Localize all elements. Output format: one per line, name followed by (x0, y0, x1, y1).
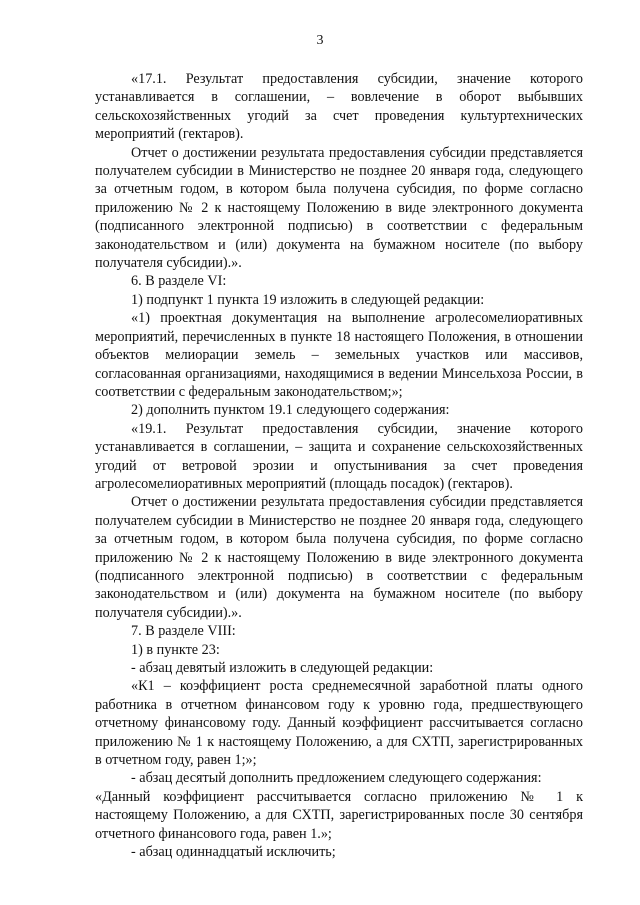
paragraph-subclause-19: 1) подпункт 1 пункта 19 изложить в следующей редакции: (131, 291, 485, 308)
paragraph-17-1-result: «17.1. Результат предоставления субсидии, значение которого устанавливается в соглашении, – вовлечение в оборот выбывших сельскохозяйственных угодий за счет проведения культуртехнических мероприятий (гектаров). (95, 71, 583, 143)
paragraph-k1-coefficient: «К1 – коэффициент роста среднемесячной заработной платы одного работника в отчетном финансовом году к уровню года, предшествующего отчетному финансовому году. Данный коэффициент рассчитывается согласно приложению № 1 к настоящему Положению, а для СХТП, зарегистрированных в отчетном году, равен 1;»; (95, 678, 583, 769)
paragraph-section-viii: 7. В разделе VIII: (131, 623, 236, 640)
paragraph-report-2: Отчет о достижении результата предоставления субсидии представляется получателем субсидии в Министерство не позднее 20 января года, следующего за отчетным годом, в котором была получена субсидия, по форме согласно приложению № 2 к настоящему Положению в виде электронного документа (подписанного электронной подписью) в соответствии с федеральным законодательством и (или) документа на бумажном носителе (по выбору получателя субсидии).». (95, 494, 583, 621)
document-body (95, 70, 583, 861)
paragraph-tenth-abzac: - абзац десятый дополнить предложением следующего содержания: (131, 770, 542, 787)
paragraph-19-1-result: «19.1. Результат предоставления субсидии, значение которого устанавливается в соглашении, – защита и сохранение сельскохозяйственных угодий от ветровой эрозии и опустынивания за счет проведения агролесомелиоративных мероприятий (площадь посадок) (гектаров). (95, 420, 583, 492)
paragraph-section-vi: 6. В разделе VI: (131, 273, 227, 290)
paragraph-ninth-abzac: - абзац девятый изложить в следующей редакции: (131, 660, 434, 676)
page-number: 3 (316, 33, 324, 48)
paragraph-eleventh-abzac: - абзац одиннадцатый исключить; (131, 844, 336, 861)
paragraph-report-1: Отчет о достижении результата предоставления субсидии представляется получателем субсидии в Министерство не позднее 20 января года, следующего за отчетным годом, в котором была получена субсидия, по форме согласно приложению № 2 к настоящему Положению в виде электронного документа (подписанного электронной подписью) в соответствии с федеральным законодательством и (или) документа на бумажном носителе (по выбору получателя субсидии).». (95, 144, 583, 272)
paragraph-add-19-1: 2) дополнить пунктом 19.1 следующего содержания: (131, 402, 450, 419)
paragraph-project-docs: «1) проектная документация на выполнение агролесомелиоративных мероприятий, перечисленных в пункте 18 настоящего Положения, в отношении объектов мелиорации земель – земельных участков или массивов, согласованная организациями, находящимися в ведении Минсельхоза России, в соответствии с федеральным законодательством;»; (95, 310, 583, 400)
paragraph-clause-23: 1) в пункте 23: (131, 641, 220, 658)
paragraph-coefficient-sentence: «Данный коэффициент рассчитывается согласно приложению № 1 к настоящему Положению, а для СХТП, зарегистрированных после 30 сентября отчетного финансового года, равен 1.»; (95, 788, 583, 842)
